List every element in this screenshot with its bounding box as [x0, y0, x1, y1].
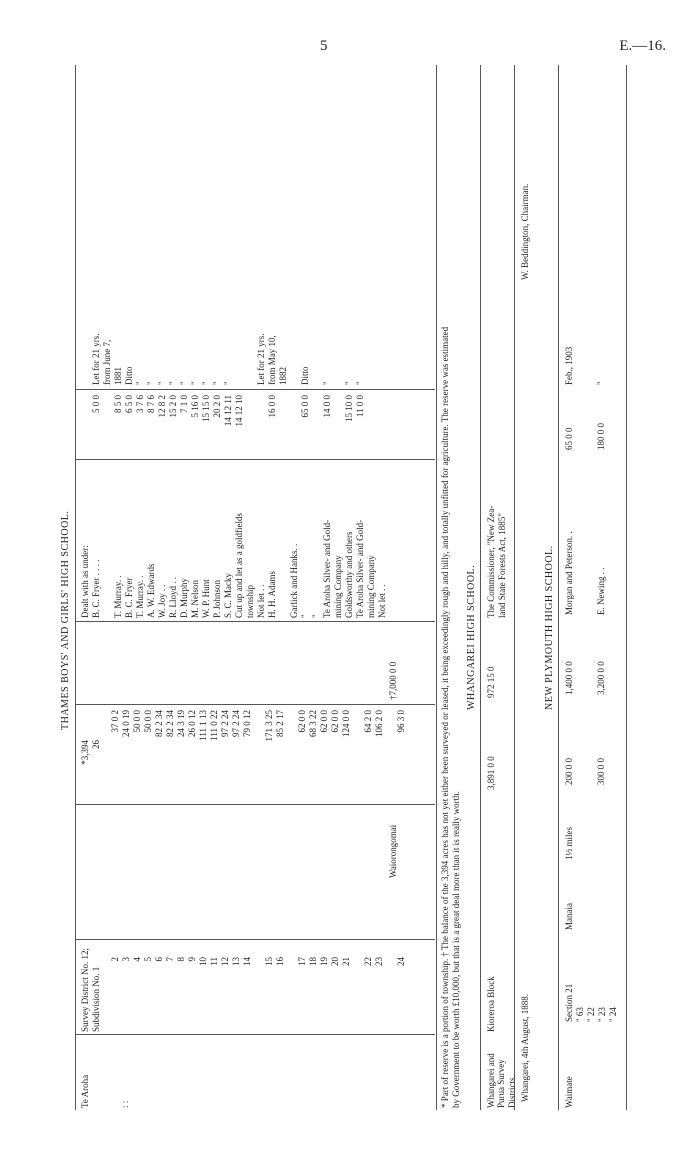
rent-value: 14 12 10	[234, 395, 244, 427]
np-distance: 1½ miles	[564, 827, 574, 860]
section-title-thames: THAMES BOYS' AND GIRLS' HIGH SCHOOL.	[60, 510, 71, 730]
rent-value: 8 5 0	[113, 395, 123, 413]
section-number: 18	[308, 957, 318, 966]
tenant-name: township	[245, 584, 255, 618]
lease-term: Let for 21 yrs.	[91, 333, 101, 385]
section-number	[253, 957, 264, 1022]
np-locality: Manaia	[564, 903, 574, 930]
whangarei-district: Whangarei and Purua Survey Districts	[486, 1053, 517, 1108]
area-value: 97 2 24	[231, 710, 241, 737]
tenant-name: Cut up and let as a goldfields	[234, 513, 244, 618]
thames-locality: Waiorongomai	[388, 824, 398, 878]
rent-value: 16 0 0	[267, 395, 277, 418]
rent-value: 15 10 0	[344, 395, 354, 422]
lease-term: Ditto	[124, 366, 134, 385]
np-section: " 22	[586, 1007, 596, 1022]
tenant-name	[102, 513, 113, 618]
tenant-name: mining Company	[366, 555, 376, 618]
section-number: 6	[154, 957, 164, 962]
section-number: 10	[198, 957, 208, 966]
rent-value: 15 15 0	[201, 395, 211, 422]
lease-term: "	[212, 381, 222, 385]
lease-term	[377, 334, 388, 386]
np-tenant-2: E. Newing . .	[596, 567, 606, 615]
area-value: 62 0 0	[297, 710, 307, 733]
lease-term: from May 10,	[267, 335, 277, 385]
area-value: 37 0 2	[110, 710, 120, 733]
whangarei-signature: W. Beddington, Chairman.	[520, 183, 530, 280]
whangarei-block: Kioreroa Block	[486, 976, 496, 1032]
section-number: 14	[242, 957, 252, 966]
area-value: 85 2 17	[275, 710, 285, 737]
thames-rents	[91, 395, 388, 455]
area-value: 62 0 0	[330, 710, 340, 733]
section-number: 20	[330, 957, 340, 966]
np-value-2: 3,200 0 0	[596, 661, 606, 695]
area-value: 111 1 13	[198, 710, 208, 741]
rent-value: 15 2 0	[168, 395, 178, 418]
np-sections	[564, 984, 619, 1022]
rent-value: 5 0 0	[91, 395, 101, 413]
rent-value: 5 16 0	[190, 395, 200, 418]
rent-value: 65 0 0	[300, 395, 310, 418]
rent-value	[278, 395, 289, 455]
rent-value	[333, 395, 344, 455]
tenant-name: Garlick and Hanks. .	[289, 543, 299, 618]
np-section: " 63	[575, 1007, 585, 1022]
lease-term	[311, 334, 322, 386]
tenant-name: H. H. Adams	[267, 571, 277, 618]
lease-term: "	[135, 381, 145, 385]
lease-term: "	[168, 381, 178, 385]
lease-term: "	[179, 381, 189, 385]
area-value: 24 0 19	[121, 710, 131, 737]
rent-value: 3 7 6	[135, 395, 145, 413]
section-number: 24	[396, 957, 406, 966]
np-district: Waimate	[564, 1076, 574, 1108]
np-section: Section 21	[564, 983, 574, 1022]
area-value: 50 0 0	[143, 710, 153, 733]
thames-district: Te Aroha	[80, 1074, 90, 1108]
tenant-name: R. Lloyd . .	[168, 576, 178, 618]
tenant-name: Not let . .	[256, 584, 266, 618]
tenant-name: "	[300, 614, 310, 618]
tenant-name: T. Murray. .	[113, 575, 123, 618]
rent-value: 8 7 6	[146, 395, 156, 413]
whangarei-date: Whangarei, 4th August, 1888.	[520, 994, 530, 1102]
area-value	[352, 710, 363, 800]
rent-value	[377, 395, 388, 455]
thames-dealt-heading: Dealt with as under:	[80, 545, 90, 618]
tenant-name: Te Aroha Silver- and Gold-	[322, 519, 332, 618]
section-number: 12	[220, 957, 230, 966]
np-term-2: "	[596, 381, 606, 385]
section-number	[352, 957, 363, 1022]
np-section: " 24	[608, 1007, 618, 1022]
thames-totals	[80, 740, 102, 800]
section-title-whangarei: WHANGAREI HIGH SCHOOL.	[466, 564, 477, 710]
lease-term	[333, 334, 344, 386]
lease-term: Ditto	[300, 366, 310, 385]
section-number: 21	[341, 957, 351, 966]
area-value: 96 3 0	[396, 710, 406, 733]
area-value: 82 2 34	[154, 710, 164, 737]
thames-total-top: *3,394	[80, 740, 90, 765]
area-value: 82 2 34	[165, 710, 175, 737]
thames-terms	[91, 334, 388, 386]
area-value: 79 0 12	[242, 710, 252, 737]
section-number: 23	[374, 957, 384, 966]
thames-sections	[110, 957, 407, 1022]
area-value: 24 3 19	[176, 710, 186, 737]
rotated-table: THAMES BOYS' AND GIRLS' HIGH SCHOOL. Te Aroha : : Survey District No. 12; Subdivision No. 1 2 3 4 5 6 7 8 9 10 11 12 13 14 15 16 17 18 19 20 21 22 23 24 Waiorongomai *3,394 26 37 0 2 24 0 19 50 0 0 50 0 0 82 2 34 82 2 34 24 3 19 26 0 12 111 1 13 111 0 22 97 2 24 97 2 24 79 0 12 171 3 25 85 2 17 62 0 0 68 3 22 62 0 0 62 0 0 124 0 0 64 2 0 106 2 0 96 3 0 †7,000 0 0 Dealt with as under: B. C. Fryer . . . . T. Murray. . B. C. Fryer T. Murray. . A. W. Edwards W. Joy . . R. Lloyd . . D. Murphy M. Nelson W. P. Hunt P. Johnson S. C. Macky Cut up and let as a goldfields township Not let . . H. H. Adams Garlick and Hanks. . " " Te Aroha Silver- and Gold- mining Company Goldsworthy and others Te Aroha Silver- and Gold- mining Company Not let . . 5 0 0 8 5 0 6 5 0 3 7 6 8 7 6 12 8 2 15 2 0 7 1 0 5 16 0 15 15 0 20 2 0 14 12 11 14 12 10 16 0 0 65 0 0 14 0 0 15 10 0 11 0 0 Let for 21 yrs. from June 7, 1881 Ditto " " " " " " " " " Let for 21 yrs. from May 10, 1882 Ditto " " " * Part of reserve is a portion of township. † The balance of the 3,394 acres has not yet either been surveyed or leased, it being exceedingly rough and hilly, and totally unfitted for agriculture. The reserve was estimated by Government to be worth £10,000, but that is a great deal more than it is really worth. WHANGAREI HIGH SCHOOL. Whangarei and Purua Survey Districts Kioreroa Block 3,891 0 0 972 15 0 The Commissioner, "New Zea- land State Forests Act, 1885" Whangarei, 4th August, 1888. W. Beddington, Chairman. NEW PLYMOUTH HIGH SCHOOL. Waimate Section 21 " 63 " 22 " 23 " 24 Manaia 1½ miles 200 0 0 300 0 0 1,400 0 0 3,200 0 0 Morgan and Peterson. . E. Newing . . 65 0 0 180 0 0 Feb., 1903 "	[58, 65, 678, 1110]
tenant-name: T. Murray. .	[135, 575, 145, 618]
whangarei-holder-line: The Commissioner, "New Zea-	[486, 505, 496, 618]
section-number: 4	[132, 957, 142, 962]
area-value: 62 0 0	[319, 710, 329, 733]
area-value: 106 2 0	[374, 710, 384, 737]
rent-value: 7 1 0	[179, 395, 189, 413]
tenant-name	[278, 513, 289, 618]
rent-value	[289, 395, 300, 455]
tenant-name: B. C. Fryer . . . .	[91, 559, 101, 618]
section-number: 13	[231, 957, 241, 966]
section-number: 7	[165, 957, 175, 962]
section-title-newplymouth: NEW PLYMOUTH HIGH SCHOOL.	[544, 545, 555, 710]
tenant-name: W. P. Hunt	[201, 579, 211, 618]
rent-value	[245, 395, 256, 455]
rent-value: 11 0 0	[355, 395, 365, 418]
area-value: 124 0 0	[341, 710, 351, 737]
lease-term: "	[190, 381, 200, 385]
tenant-name: Te Aroha Silver- and Gold-	[355, 519, 365, 618]
thames-survey-line: Subdivision No. 1	[91, 966, 101, 1032]
section-number: 19	[319, 957, 329, 966]
thames-survey	[80, 948, 102, 1032]
tenant-name: S. C. Macky	[223, 573, 233, 618]
np-section: " 23	[597, 1007, 607, 1022]
section-number	[385, 957, 396, 1022]
area-value	[286, 710, 297, 800]
lease-term: "	[355, 381, 365, 385]
rent-value	[366, 395, 377, 455]
np-term-1: Feb., 1903	[564, 346, 574, 385]
section-number: 9	[187, 957, 197, 962]
lease-term: 1881	[113, 367, 123, 385]
lease-term	[234, 334, 245, 386]
section-number: 2	[110, 957, 120, 962]
np-area-1: 200 0 0	[564, 758, 574, 785]
tenant-name: "	[311, 614, 321, 618]
thames-tenants-col	[80, 513, 388, 618]
whangarei-holder-line: land State Forests Act, 1885"	[497, 513, 507, 618]
section-number: 8	[176, 957, 186, 962]
area-value: 68 3 22	[308, 710, 318, 737]
lease-term: "	[201, 381, 211, 385]
area-value: 64 2 0	[363, 710, 373, 733]
np-tenant-1: Morgan and Peterson. .	[564, 531, 574, 615]
rent-value: 12 8 2	[157, 395, 167, 418]
lease-term: from June 7,	[102, 339, 112, 385]
rent-value: 20 2 0	[212, 395, 222, 418]
tenant-name: P. Johnson	[212, 579, 222, 618]
whangarei-value: 972 15 0	[486, 666, 496, 698]
rent-value	[256, 395, 267, 455]
section-number: 15	[264, 957, 274, 966]
lease-term: "	[344, 381, 354, 385]
area-value: 26 0 12	[187, 710, 197, 737]
lease-term	[245, 334, 256, 386]
tenant-name: A. W. Edwards	[146, 563, 156, 618]
tenant-name: D. Murphy	[179, 578, 189, 618]
rent-value: 14 12 11	[223, 395, 233, 427]
area-value: 171 3 25	[264, 710, 274, 742]
tenant-name: mining Company	[333, 555, 343, 618]
rent-value	[102, 395, 113, 455]
section-number	[286, 957, 297, 1022]
tenant-name: Goldsworthy and others	[344, 531, 354, 618]
rent-value: 6 5 0	[124, 395, 134, 413]
area-value: 111 0 22	[209, 710, 219, 741]
area-value	[385, 710, 396, 800]
section-number: 5	[143, 957, 153, 962]
page-id: E.—16.	[619, 38, 666, 54]
footnote-line-2: by Government to be worth £10,000, but that is a great deal more than it is really worth.	[451, 791, 461, 1108]
np-rent-2: 180 0 0	[596, 423, 606, 450]
area-value	[253, 710, 264, 800]
np-rent-1: 65 0 0	[564, 427, 574, 450]
thames-total-top2: 26	[91, 740, 101, 749]
section-number: 22	[363, 957, 373, 966]
lease-term	[289, 334, 300, 386]
thames-value: †7,000 0 0	[388, 661, 398, 700]
tenant-name: Not let . .	[377, 584, 387, 618]
lease-term: "	[157, 381, 167, 385]
section-number: 16	[275, 957, 285, 966]
whangarei-area: 3,891 0 0	[486, 756, 496, 790]
section-number: 17	[297, 957, 307, 966]
area-value: 50 0 0	[132, 710, 142, 733]
section-number: 3	[121, 957, 131, 962]
whangarei-holder	[486, 506, 508, 618]
footnote-line-1: * Part of reserve is a portion of township. † The balance of the 3,394 acres has not yet either been surveyed or leased, it being exceedingly rough and hilly, and totally unfitted for agriculture. The reserve was estimated	[440, 326, 450, 1108]
rent-value	[311, 395, 322, 455]
np-value-1: 1,400 0 0	[564, 661, 574, 695]
np-area-2: 300 0 0	[596, 758, 606, 785]
section-number: 11	[209, 957, 219, 966]
rent-value: 14 0 0	[322, 395, 332, 418]
lease-term: "	[322, 381, 332, 385]
lease-term: Let for 21 yrs.	[256, 333, 266, 385]
tenant-name: M. Nelson	[190, 580, 200, 618]
lease-term: "	[146, 381, 156, 385]
area-value: 97 2 24	[220, 710, 230, 737]
thames-survey-line: Survey District No. 12;	[80, 948, 90, 1032]
thames-areas	[110, 710, 407, 800]
page-number: 5	[320, 38, 328, 54]
lease-term	[366, 334, 377, 386]
tenant-name: B. C. Fryer	[124, 577, 134, 618]
lease-term: 1882	[278, 367, 288, 385]
tenant-name: W. Joy . .	[157, 584, 167, 618]
lease-term: "	[223, 381, 233, 385]
